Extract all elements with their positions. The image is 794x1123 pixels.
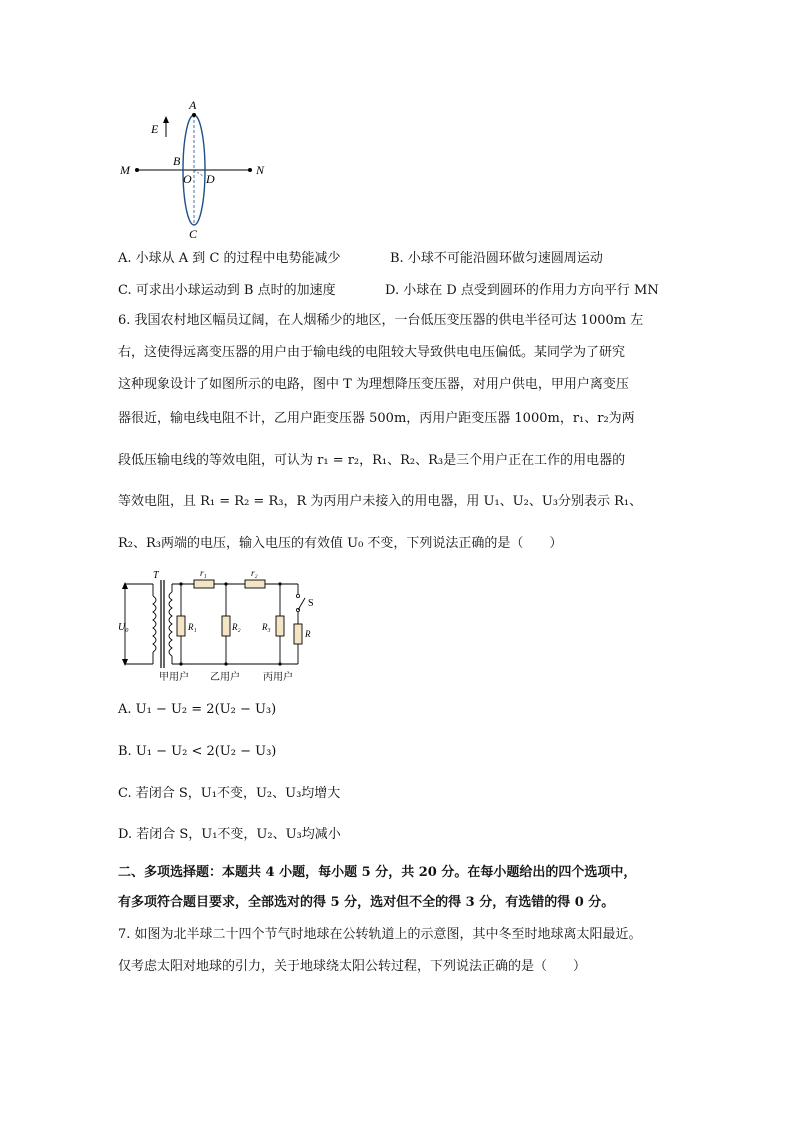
label-o: O [183,172,192,186]
q7-line-1: 7. 如图为北半球二十四个节气时地球在公转轨道上的示意图，其中冬至时地球离太阳最近。 [118,927,642,942]
label-t: T [153,570,159,581]
q6-line-2: 右，这使得远离变压器的用户由于输电线的电阻较大导致供电电压偏低。某同学为了研究 [118,345,626,360]
primary-coil [153,596,156,652]
label-r3: R₃ [262,622,271,632]
label-r: R [305,629,311,639]
label-n: N [256,163,265,177]
q6-line-6: 等效电阻，且 R₁ = R₂ = R₃，R 为丙用户未接入的用电器，用 U₁、U₂、U₃分别表示 R₁、 [118,494,643,509]
circuit-figure [115,566,325,684]
arrow-head-icon [163,116,169,123]
resistor-r3 [276,616,284,636]
node-r2-bottom [224,662,227,665]
label-r2-line: r₂ [251,568,258,578]
label-d: D [206,172,215,186]
point-n [248,168,252,172]
secondary-coil [169,592,172,656]
node-r1-top [179,582,182,585]
label-m: M [120,163,130,177]
node-r3-top [278,582,281,585]
label-b: B [173,154,181,168]
node-r2-top [224,582,227,585]
q6-line-5: 段低压输电线的等效电阻，可认为 r₁ = r₂，R₁、R₂、R₃是三个用户正在工作的用电器的 [118,453,626,468]
q5-option-a: A. 小球从 A 到 C 的过程中电势能减少 [118,251,341,266]
label-a: A [189,98,197,112]
label-u0: U₀ [118,622,129,633]
label-user-3: 丙用户 [263,672,293,683]
resistor-r2 [222,616,230,636]
label-user-1: 甲用户 [159,672,189,683]
section2-line-2: 有多项符合题目要求，全部选对的得 5 分，选对但不全的得 3 分，有选错的得 0 分。 [118,895,615,910]
q6-option-d: D. 若闭合 S，U₁不变，U₂、U₃均减小 [118,827,341,842]
label-r1: R₁ [188,622,197,632]
ring-field-figure [115,95,275,240]
node-r1-bottom [179,662,182,665]
resistor-r1 [177,616,185,636]
q6-line-7: R₂、R₃两端的电压，输入电压的有效值 U₀ 不变，下列说法正确的是（ ） [118,536,563,551]
q5-option-d: D. 小球在 D 点受到圆环的作用力方向平行 MN [385,283,659,298]
switch-blade [298,598,305,610]
u0-arrow-bottom-icon [122,659,128,666]
point-m [135,168,139,172]
resistor-r [294,624,302,644]
label-r2: R₂ [232,622,241,632]
q7-line-2: 仅考虑太阳对地球的引力，关于地球绕太阳公转过程，下列说法正确的是（ ） [118,959,587,974]
label-user-2: 乙用户 [210,672,240,683]
resistor-r2-line [245,580,265,588]
q5-option-b: B. 小球不可能沿圆环做匀速圆周运动 [390,251,603,266]
label-s: S [308,598,314,609]
q6-option-a: A. U₁ − U₂ = 2(U₂ − U₃) [118,702,277,717]
resistor-r1-line [194,580,214,588]
label-r1-line: r₁ [200,568,207,578]
switch-contact-top [296,594,299,597]
q6-line-4: 器很近，输电线电阻不计，乙用户距变压器 500m，丙用户距变压器 1000m，r₁、r₂为两 [118,411,635,426]
q6-line-1: 6. 我国农村地区幅员辽阔，在人烟稀少的地区，一台低压变压器的供电半径可达 1000m 左 [118,313,644,328]
q6-option-b: B. U₁ − U₂ < 2(U₂ − U₃) [118,744,277,759]
u0-arrow-top-icon [122,582,128,589]
q6-line-3: 这种现象设计了如图所示的电路，图中 T 为理想降压变压器，对用户供电，甲用户离变压 [118,377,629,392]
point-a [192,113,196,117]
q6-option-c: C. 若闭合 S，U₁不变，U₂、U₃均增大 [118,786,341,801]
section2-line-1: 二、多项选择题：本题共 4 小题，每小题 5 分，共 20 分。在每小题给出的四个选项中， [118,865,637,880]
node-r3-bottom [278,662,281,665]
label-e: E [151,122,159,136]
q5-option-c: C. 可求出小球运动到 B 点时的加速度 [118,283,336,298]
od-dashed-line [194,170,203,176]
label-c: C [189,227,198,240]
